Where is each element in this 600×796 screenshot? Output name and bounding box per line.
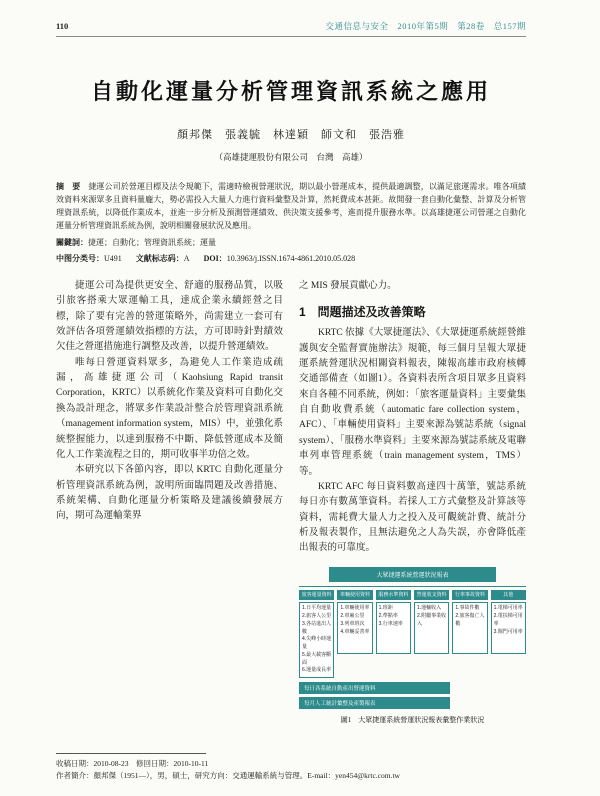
figure-item: 2.旅客人公里 — [302, 613, 332, 620]
page-header — [56, 20, 526, 32]
figure-item: 1.班距 — [378, 605, 393, 612]
keywords-text: 捷運；自動化；管理資訊系統；運量 — [88, 237, 216, 247]
received-dates-line: 收稿日期：2010-08-23 修回日期：2010-10-11 — [56, 759, 209, 768]
figure-branch-items — [452, 602, 487, 654]
figure-item: 2.車廂公里 — [340, 613, 365, 620]
figure-branch — [414, 590, 449, 655]
paper-title: 自動化運量分析管理資訊系統之應用 — [90, 79, 491, 104]
figure-branch — [452, 590, 487, 655]
doi-value: 10.3963/j.ISSN.1674-4861.2010.05.028 — [226, 253, 356, 263]
figure-item: 3.閘門可用率 — [493, 628, 523, 635]
figure-branch-items — [414, 602, 449, 654]
doi-label: DOI： — [203, 253, 227, 263]
author-bio-line: 作者簡介：顏邦傑（1951—），男，碩士，研究方向：交通運輸系統与管理。E-mail：yen454@krtc.com.tw — [56, 771, 400, 780]
body-columns — [56, 279, 526, 725]
keywords-line — [56, 237, 526, 249]
figure-branch — [299, 590, 334, 678]
figure-item: 5.最大載客斷面 — [302, 651, 332, 666]
page-number: 110 — [56, 21, 69, 31]
paragraph: KRTC 依據《大眾捷運法》、《大眾捷運系統經營維護與安全監督實施辦法》規範，每三個月呈報大眾捷運系統營運狀況相關資料報表，陳報高雄市政府核轉交通部備查（如圖1）。各資料表所含項目眾多且資料來自各種不同系統，例如：「旅客運量資料」主要彙集自自動收費系統（automatic fare collection system，AFC）、「車輛使用資料」主要來源為號誌系統（signal system）、「服務水準資料」主要來源為號誌系統及電聯車列車管理系統（train management system，TMS）等。 — [299, 328, 526, 477]
figure-item: 3.列車班次 — [340, 620, 365, 627]
figure-item: 2.準點率 — [378, 613, 398, 620]
classification-line — [56, 253, 526, 265]
figure-branch-items — [337, 602, 372, 654]
figure-branch-label: 車輛使用資料 — [337, 590, 372, 601]
footer-rule — [56, 753, 206, 754]
figure-branch-label: 其他 — [491, 590, 526, 601]
clc-value: U491 — [104, 253, 122, 263]
figure-item: 4.尖峰小時運量 — [302, 636, 332, 651]
clc-label: 中图分类号： — [56, 253, 104, 263]
section-heading: 1 問題描述及改善策略 — [299, 305, 426, 320]
figure-item: 6.運量成長率 — [302, 667, 332, 674]
authors-line: 顏邦傑 張義毓 林達穎 師文和 張浩雅 — [177, 129, 405, 141]
paragraph: KRTC AFC 每日資料數高達四十萬筆，號誌系統每日亦有數萬筆資料。若採人工方式彙整及計算該等資料，需耗費大量人力之投入及可觀統計費、統計分析及報表製作，且無法避免之人為失誤，亦會降低產出報表的可靠度。 — [299, 481, 526, 554]
figure-branch — [337, 590, 372, 655]
figure-item: 1.日平均運量 — [302, 605, 332, 612]
figure-bottom-bars — [299, 682, 526, 709]
figure-branch-items — [299, 602, 334, 678]
figure-branch-label: 服務水準資料 — [376, 590, 411, 601]
figure-bar: 每日各系統自動產出營運資料 — [299, 682, 450, 694]
figure-branches — [299, 586, 526, 678]
figure-item: 3.各站進出人數 — [302, 620, 332, 635]
figure-branch-items — [491, 602, 526, 654]
abstract-text: 捷運公司於營運目標及法令規範下，需適時檢視營運狀況，期以最小營運成本，提供最適調整，以滿足旅運需求。唯各項績效資料來源眾多且資料量龐大，勢必需投入大量人力進行資料彙整及計算，然耗費成本甚鉅。故開發一套自動化彙整、計算及分析管理資訊系統，以降低作業成本，並進一步分析及預測營運績效、供決策支援參考，進而提升服務水準。以高雄捷運公司營運之自動化運量分析管理資訊系統為例，說明相關發展狀況及應用。 — [56, 182, 527, 230]
figure-item: 1.車輛使用率 — [340, 605, 370, 612]
abstract-label: 摘 要 — [56, 182, 81, 191]
figure-branch-label: 旅客運量資料 — [299, 590, 334, 601]
figure-item: 3.行車速率 — [378, 620, 403, 627]
figure-branch — [491, 590, 526, 655]
figure-item: 1.事故件數 — [455, 605, 480, 612]
paragraph: 唯每日營運資料眾多，為避免人工作業造成疏漏，高雄捷運公司（Kaohsiung Rapid transit Corporation，KRTC）以系統化作業及資料可自動化交換為設計理念，將眾多作業設計整合於管理資訊系統（management information system，MIS）中，並強化系統整握能力，以達到服務不中斷、降低營運成本及簡化人工作業流程之目的，期可收事半功倍之效。 — [56, 357, 283, 460]
figure-item: 4.車輛妥善率 — [340, 628, 370, 635]
figure-branch-label: 營運收支資料 — [414, 590, 449, 601]
page-footer — [56, 753, 526, 782]
right-column — [299, 279, 526, 725]
doc-code-value: A — [183, 253, 190, 263]
figure-root-box: 大眾捷運系統營運狀況報表 — [329, 567, 496, 582]
paragraph-continuation: 之 MIS 發展貢獻心力。 — [299, 280, 397, 291]
figure-branch — [376, 590, 411, 655]
figure-bar: 每月人工統計彙整及產製報表 — [299, 697, 450, 709]
paragraph: 捷運公司為提供更安全、舒適的服務品質，以吸引旅客搭乘大眾運輸工具，達成企業永續經營之目標，除了要有完善的營運策略外，尚需建立一套可有效評估各項營運績效指標的方法，方可即時針對績效欠佳之營運措施進行調整及改善，以提升營運績效。 — [56, 280, 283, 353]
figure-caption: 圖1 大眾捷運系統營運狀況報表彙整作業狀況 — [340, 716, 485, 725]
figure-item: 2.附屬事業收入 — [416, 613, 447, 627]
figure-branch-label: 行車事故資料 — [452, 590, 487, 601]
journal-info: 交通信息与安全 2010年第5期 第28卷 总157期 — [325, 21, 526, 31]
figure-item: 1.電梯可用率 — [493, 605, 523, 612]
left-column — [56, 279, 283, 725]
header-rule — [56, 36, 526, 37]
keywords-label: 關鍵詞： — [56, 237, 88, 247]
doc-code-label: 文献标志码： — [135, 253, 184, 263]
figure-item: 1.運輸收入 — [416, 605, 442, 612]
paragraph: 本研究以下各節內容，即以 KRTC 自動化運量分析管理資訊系統為例，說明所面臨問題及改善措施、系統架構、自動化運量分析策略及建議後續發展方向，期可為運輸業界 — [56, 465, 283, 522]
affiliation-line: （高雄捷運股份有限公司 台灣 高雄） — [214, 152, 368, 162]
figure-1 — [299, 567, 526, 725]
figure-branch-items — [376, 602, 411, 654]
figure-item: 2.旅客傷亡人數 — [455, 613, 485, 627]
abstract-block — [56, 181, 526, 233]
figure-item: 2.電扶梯可用率 — [493, 613, 523, 627]
